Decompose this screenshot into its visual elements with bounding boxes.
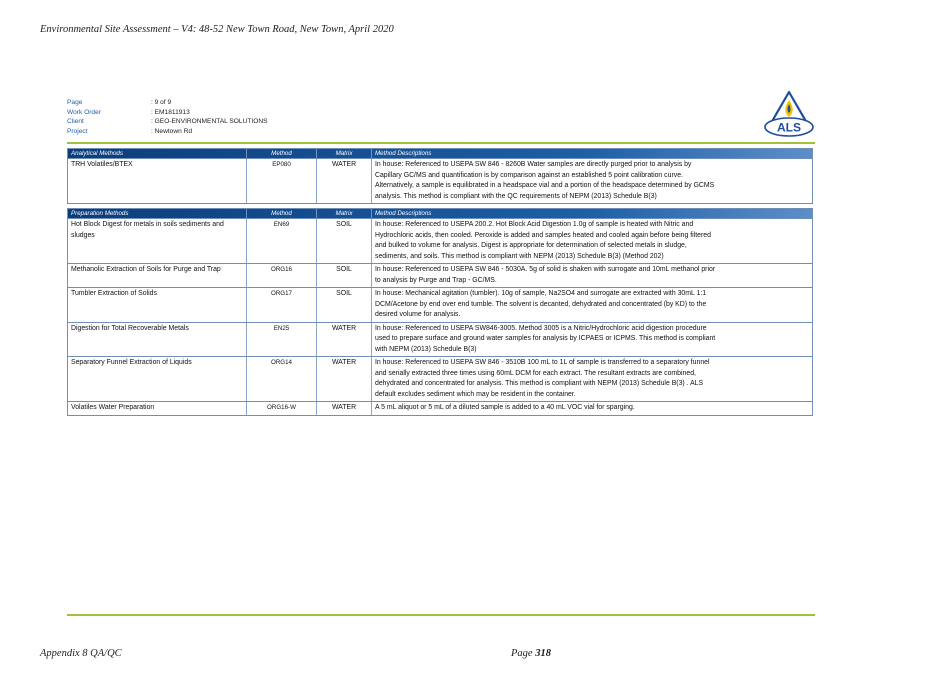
header-cell: Matrix [316, 149, 371, 158]
header-cell: Method [246, 209, 316, 218]
table-row [68, 322, 812, 357]
meta-label: Project [67, 127, 88, 135]
bottom-rule [67, 614, 815, 616]
meta-row-page [67, 98, 268, 108]
description-line: In house: Mechanical agitation (tumbler). 10g of sample, Na2SO4 and surrogate are extracted with 30mL 1:1 [375, 290, 707, 297]
header-cell: Matrix [316, 209, 371, 218]
description-line: analysis. This method is compliant with the QC requirements of NEPM (2013) Schedule B(3) [375, 192, 657, 200]
table-header [68, 149, 812, 158]
method-name-cell: Tumbler Extraction of Solids [71, 290, 157, 297]
footer-appendix: Appendix 8 QA/QC [40, 648, 122, 659]
description-line: In house: Referenced to USEPA SW846-3005. Method 3005 is a Nitric/Hydrochloric acid digestion procedure [375, 324, 707, 332]
method-code-cell: EP080 [246, 159, 316, 203]
description-cell [371, 323, 812, 357]
method-name-cell: TRH Volatiles/BTEX [71, 161, 133, 168]
method-code-cell: ORG16 [246, 264, 316, 287]
description-line: DCM/Acetone by end over end tumble. The solvent is decanted, dehydrated and concentrated (by KD) to the [375, 300, 707, 308]
method-code-cell: ORG17 [246, 288, 316, 322]
description-line: Alternatively, a sample is equilibrated in a headspace vial and a portion of the headspace determined by GCMS [375, 182, 715, 189]
description-cell [371, 219, 812, 263]
description-line: default excludes sediment which may be resident in the container. [375, 390, 576, 398]
top-rule [67, 142, 815, 144]
description-line: used to prepare surface and ground water samples for analysis by ICPAES or ICPMS. This method is compliant [375, 335, 716, 342]
description-line: In house: Referenced to USEPA SW 846 - 3510B 100 mL to 1L of sample is transferred to a separatory funnel [375, 359, 710, 366]
meta-label: Page [67, 99, 83, 106]
description-line: A 5 mL aliquot or 5 mL of a diluted sample is added to a 40 mL VOC vial for sparging. [375, 404, 635, 411]
description-line: Hydrochloric acids, then cooled. Peroxide is added and samples heated and cooled again before being filtered [375, 231, 711, 239]
description-cell [371, 357, 812, 401]
description-line: Capillary GC/MS and quantification is by comparison against an established 5 point calibration curve. [375, 171, 683, 179]
description-cell [371, 288, 812, 322]
table-header [68, 209, 812, 218]
description-line: to analysis by Purge and Trap - GC/MS. [375, 276, 497, 284]
method-code-cell: EN25 [246, 323, 316, 357]
meta-row-work-order [67, 108, 268, 118]
report-meta [67, 98, 268, 136]
svg-text:ALS: ALS [777, 120, 801, 135]
meta-value: : GEO-ENVIRONMENTAL SOLUTIONS [151, 118, 268, 126]
description-line: sediments, and soils. This method is compliant with NEPM (2013) Schedule B(3) (Method 202) [375, 252, 664, 260]
running-header: Environmental Site Assessment – V4: 48-52 New Town Road, New Town, April 2020 [40, 24, 394, 35]
table-row [68, 263, 812, 287]
matrix-cell: WATER [316, 357, 371, 401]
meta-row-client [67, 117, 268, 127]
table-row [68, 287, 812, 322]
description-line: dehydrated and concentrated for analysis. This method is compliant with NEPM (2013) Schedule B(3) . ALS [375, 380, 704, 387]
method-name-cell: Digestion for Total Recoverable Metals [71, 324, 189, 332]
meta-row-project [67, 127, 268, 137]
description-line: desired volume for analysis. [375, 311, 461, 318]
table-row [68, 356, 812, 401]
table-row [68, 158, 812, 203]
method-name-cell: Volatiles Water Preparation [71, 404, 155, 411]
meta-label: Work Order [67, 108, 101, 116]
matrix-cell: WATER [316, 159, 371, 203]
description-line: In house: Referenced to USEPA 200.2. Hot Block Acid Digestion 1.0g of sample is heated with Nitric and [375, 221, 694, 228]
description-line: and bulked to volume for analysis. Digest is appropriate for determination of selected metals in sludge, [375, 242, 687, 249]
table-row [68, 401, 812, 415]
description-line: with NEPM (2013) Schedule B(3) [375, 345, 477, 353]
meta-value: : Newtown Rd [151, 127, 193, 135]
method-name-cell: Hot Block Digest for metals in soils sediments and sludges [71, 221, 224, 239]
matrix-cell: WATER [316, 323, 371, 357]
method-code-cell: ORG16-W [246, 402, 316, 415]
header-cell: Method Descriptions [371, 149, 812, 158]
als-logo [762, 90, 816, 138]
method-code-cell: ORG14 [246, 357, 316, 401]
description-cell [371, 402, 812, 415]
matrix-cell: WATER [316, 402, 371, 415]
description-cell [371, 159, 812, 203]
method-name-cell: Separatory Funnel Extraction of Liquids [71, 359, 192, 366]
description-line: and serially extracted three times using 60mL DCM for each extract. The resultant extracts are combined, [375, 369, 696, 377]
matrix-cell: SOIL [316, 219, 371, 263]
header-cell: Analytical Methods [71, 150, 123, 157]
description-line: In house: Referenced to USEPA SW 846 - 8260B Water samples are directly purged prior to analysis by [375, 161, 692, 168]
header-cell: Method [246, 149, 316, 158]
method-code-cell: EN69 [246, 219, 316, 263]
meta-label: Client [67, 118, 84, 126]
analytical-methods-table [67, 148, 813, 204]
description-cell [371, 264, 812, 287]
header-cell: Method Descriptions [371, 209, 812, 218]
preparation-methods-table [67, 208, 813, 416]
table-row [68, 218, 812, 263]
matrix-cell: SOIL [316, 288, 371, 322]
meta-value: : EM1811913 [151, 108, 190, 116]
footer-page-label: Page [511, 648, 533, 659]
header-cell: Preparation Methods [71, 210, 129, 217]
footer-page-number: 318 [535, 648, 551, 659]
method-name-cell: Methanolic Extraction of Soils for Purge and Trap [71, 266, 221, 273]
matrix-cell: SOIL [316, 264, 371, 287]
footer-page [511, 648, 551, 659]
meta-value: : 9 of 9 [151, 99, 172, 106]
description-line: In house: Referenced to USEPA SW 846 - 5030A. 5g of solid is shaken with surrogate and 10mL methanol prior [375, 266, 716, 273]
